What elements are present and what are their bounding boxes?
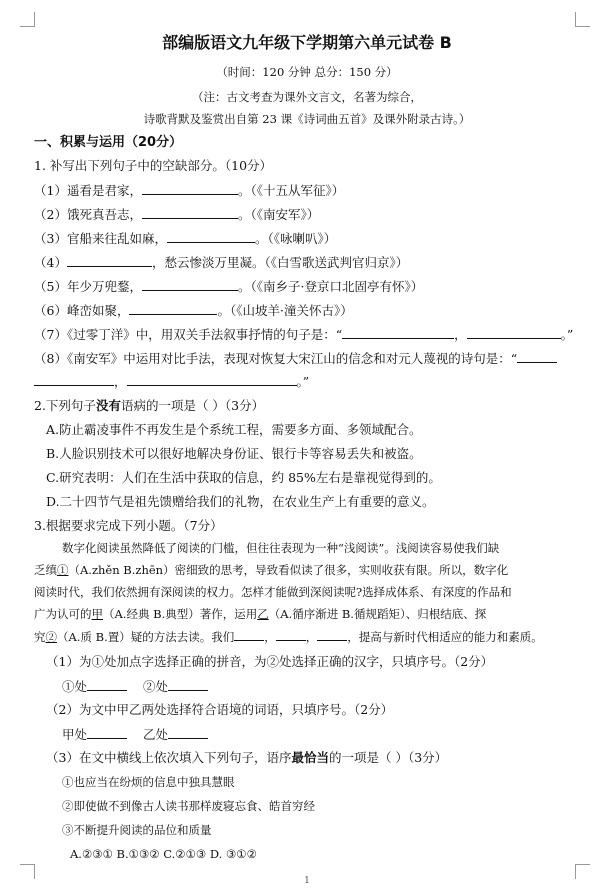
q3-mark-1: ① <box>57 563 69 577</box>
q1-item-6-blank[interactable] <box>129 302 217 315</box>
exam-note-1: （注：古文考查为课外文言文，名著为综合， <box>192 90 422 104</box>
q3-blank-2[interactable] <box>276 628 306 641</box>
q1-item-7-blank-a[interactable] <box>342 326 454 339</box>
q3-sub3-choices[interactable]: A.②③① B.①③② C.②①③ D. ③①② <box>70 847 257 861</box>
q3-sub2-answers <box>62 726 208 743</box>
q1-item-8-cont <box>34 373 309 390</box>
q1-item-8-blank-b[interactable] <box>34 373 114 386</box>
q3-passage-p2b: 密细致的思考，导致看似读了很多，实则收获有限。所以，数字化 <box>174 563 509 577</box>
q1-item-2 <box>34 206 319 223</box>
q3-passage-p4b: （A.经典 B.典型）著作，运用 <box>103 607 258 621</box>
q1-item-8-post: 。” <box>296 374 310 389</box>
q1-item-5 <box>34 278 423 295</box>
q3-sub2: （2）为文中甲乙两处选择符合语境的词语，只填序号。（2分） <box>46 702 394 717</box>
q1-item-3-pre: （3）官船来往乱如麻， <box>34 231 167 246</box>
q3-passage-p5b: （A.质 B.置）疑的方法去读。我们 <box>57 630 235 644</box>
q3-sub1: （1）为①处加点字选择正确的拼音，为②处选择正确的汉字，只填序号。（2分） <box>46 654 494 669</box>
q1-item-4-pre: （4） <box>34 255 67 270</box>
q1-item-8-blank-a[interactable] <box>517 350 557 363</box>
q3-passage-line-1: 数字化阅读虽然降低了阅读的门槛，但往往表现为一种“浅阅读”。浅阅读容易使我们缺 <box>62 541 500 555</box>
q3-sub1-answers <box>62 678 208 695</box>
q1-item-6-pre: （6）峰峦如聚， <box>34 303 130 318</box>
q3-sub3 <box>46 750 447 766</box>
q1-item-1-post: 。（《十五从军征》） <box>237 183 345 198</box>
q3-sub3-text-b: 的一项是（ ）（3分） <box>328 750 448 765</box>
q3-sub2-blank-a[interactable] <box>87 726 127 739</box>
q1-item-1 <box>34 182 344 199</box>
q3-mark-jia: 甲 <box>91 607 103 621</box>
q1-item-7 <box>34 326 573 343</box>
q1-item-7-pre: （7）《过零丁洋》中，用双关手法叙事抒情的句子是：“ <box>34 327 343 342</box>
q1-item-6 <box>34 302 353 319</box>
crop-mark-top-right <box>575 12 590 27</box>
q2-stem-b: 语病的一项是（ ）（3分） <box>120 398 265 413</box>
q1-item-7-blank-b[interactable] <box>467 326 561 339</box>
section-heading: 一、积累与运用（20分） <box>34 135 183 150</box>
q1-item-7-mid: ， <box>454 327 467 342</box>
q1-item-8-pre: （8）《南安军》中运用对比手法，表现对恢复大宋江山的信念和对元人蔑视的诗句是：“ <box>34 351 518 366</box>
q3-passage-p2a: 乏缜 <box>34 563 57 577</box>
q1-item-3-post: 。（《咏喇叭》） <box>254 231 337 246</box>
q3-mark-2: ② <box>45 630 57 644</box>
q1-item-1-blank[interactable] <box>142 182 238 195</box>
q3-sub3-item-1: ①也应当在纷烦的信息中独具慧眼 <box>62 775 235 789</box>
q1-item-1-pre: （1）遥看是君家， <box>34 183 142 198</box>
q2-stem-emphasis: 没有 <box>95 398 121 413</box>
q2-stem <box>34 398 264 414</box>
q3-passage-p4c: （A.循序渐进 B.循规蹈矩）、归根结底、探 <box>268 607 487 621</box>
q3-sub2-label-a: 甲处 <box>62 727 88 742</box>
q1-item-7-post: 。” <box>560 327 574 342</box>
q3-blank-1[interactable] <box>234 628 264 641</box>
q1-item-5-blank[interactable] <box>142 278 238 291</box>
q3-pinyin-options: （A.zhěn B.zhēn） <box>68 563 175 577</box>
q1-item-2-post: 。（《南安军》） <box>237 207 320 222</box>
q1-item-3 <box>34 230 336 247</box>
q1-item-8-mid: ， <box>114 374 127 389</box>
q3-passage-p5c: ，提高与新时代相适应的能力和素质。 <box>347 630 543 644</box>
q2-option-d[interactable]: D.二十四节气是祖先馈赠给我们的礼物，在农业生产上有重要的意义。 <box>46 494 435 509</box>
exam-time: （时间：120 分钟 总分：150 分） <box>216 65 398 79</box>
q1-item-5-pre: （5）年少万兜鍪， <box>34 279 142 294</box>
q2-option-b[interactable]: B.人脸识别技术可以很好地解决身份证、银行卡等容易丢失和被盗。 <box>46 446 422 461</box>
q3-sub2-label-b: 乙处 <box>142 727 168 742</box>
q3-sub3-emphasis: 最恰当 <box>291 750 329 765</box>
exam-title: 部编版语文九年级下学期第六单元试卷 B <box>162 33 452 52</box>
q3-passage-line-4 <box>34 606 486 622</box>
q1-stem: 1. 补写出下列句子中的空缺部分。（10分） <box>34 158 273 173</box>
q3-mark-yi: 乙 <box>257 607 269 621</box>
q1-item-4-blank[interactable] <box>67 254 152 267</box>
q3-sub3-item-2: ②即使做不到像古人读书那样废寝忘食、皓首穷经 <box>62 799 315 813</box>
q3-passage-line-5: 究②（A.质 B.置）疑的方法去读。我们 ， ， ，提高与新时代相适应的能力和素质。 <box>34 630 543 644</box>
q1-item-3-blank[interactable] <box>167 230 255 243</box>
q3-blank-3[interactable] <box>317 628 347 641</box>
q3-sub3-item-3: ③不断提升阅读的品位和质量 <box>62 823 212 837</box>
q3-passage-p4a: 广为认可的 <box>34 607 92 621</box>
q3-sub3-text-a: （3）在文中横线上依次填入下列句子，语序 <box>46 750 292 765</box>
q1-item-8-blank-c[interactable] <box>127 373 297 386</box>
q3-sub1-blank-b[interactable] <box>168 678 208 691</box>
q3-stem: 3.根据要求完成下列小题。（7分） <box>34 518 223 533</box>
q3-passage-p5a: 究 <box>34 630 46 644</box>
q1-item-8 <box>34 350 557 367</box>
q1-item-6-post: 。（《山坡羊·潼关怀古》） <box>217 303 353 318</box>
q1-item-5-post: 。（《南乡子·登京口北固亭有怀》） <box>237 279 424 294</box>
page-number: 1 <box>304 876 310 886</box>
q3-passage-line-2 <box>34 562 508 578</box>
q1-item-2-pre: （2）饿死真吾志， <box>34 207 142 222</box>
crop-mark-top-left <box>20 12 35 27</box>
q1-item-2-blank[interactable] <box>142 206 238 219</box>
q3-passage-line-3: 阅读时代，我们依然拥有深阅读的权力。怎样才能做到深阅读呢?选择成体系、有深度的作品和 <box>34 585 512 599</box>
q2-option-c[interactable]: C.研究表明：人们在生活中获取的信息，约 85%左右是靠视觉得到的。 <box>46 470 441 485</box>
q3-sub1-label-b: ②处 <box>142 679 168 694</box>
q1-item-4-post: ，愁云惨淡万里凝。（《白雪歌送武判官归京》） <box>151 255 409 270</box>
q2-stem-a: 2.下列句子 <box>34 398 96 413</box>
q1-item-4 <box>34 254 408 271</box>
exam-note-2: 诗歌背默及鉴赏出自第 23 课《诗词曲五首》及课外附录古诗。） <box>143 112 471 126</box>
q3-sub1-label-a: ①处 <box>62 679 88 694</box>
q3-sub2-blank-b[interactable] <box>168 726 208 739</box>
q2-option-a[interactable]: A.防止霸凌事件不再发生是个系统工程，需要多方面、多领域配合。 <box>46 422 422 437</box>
q3-sub1-blank-a[interactable] <box>87 678 127 691</box>
